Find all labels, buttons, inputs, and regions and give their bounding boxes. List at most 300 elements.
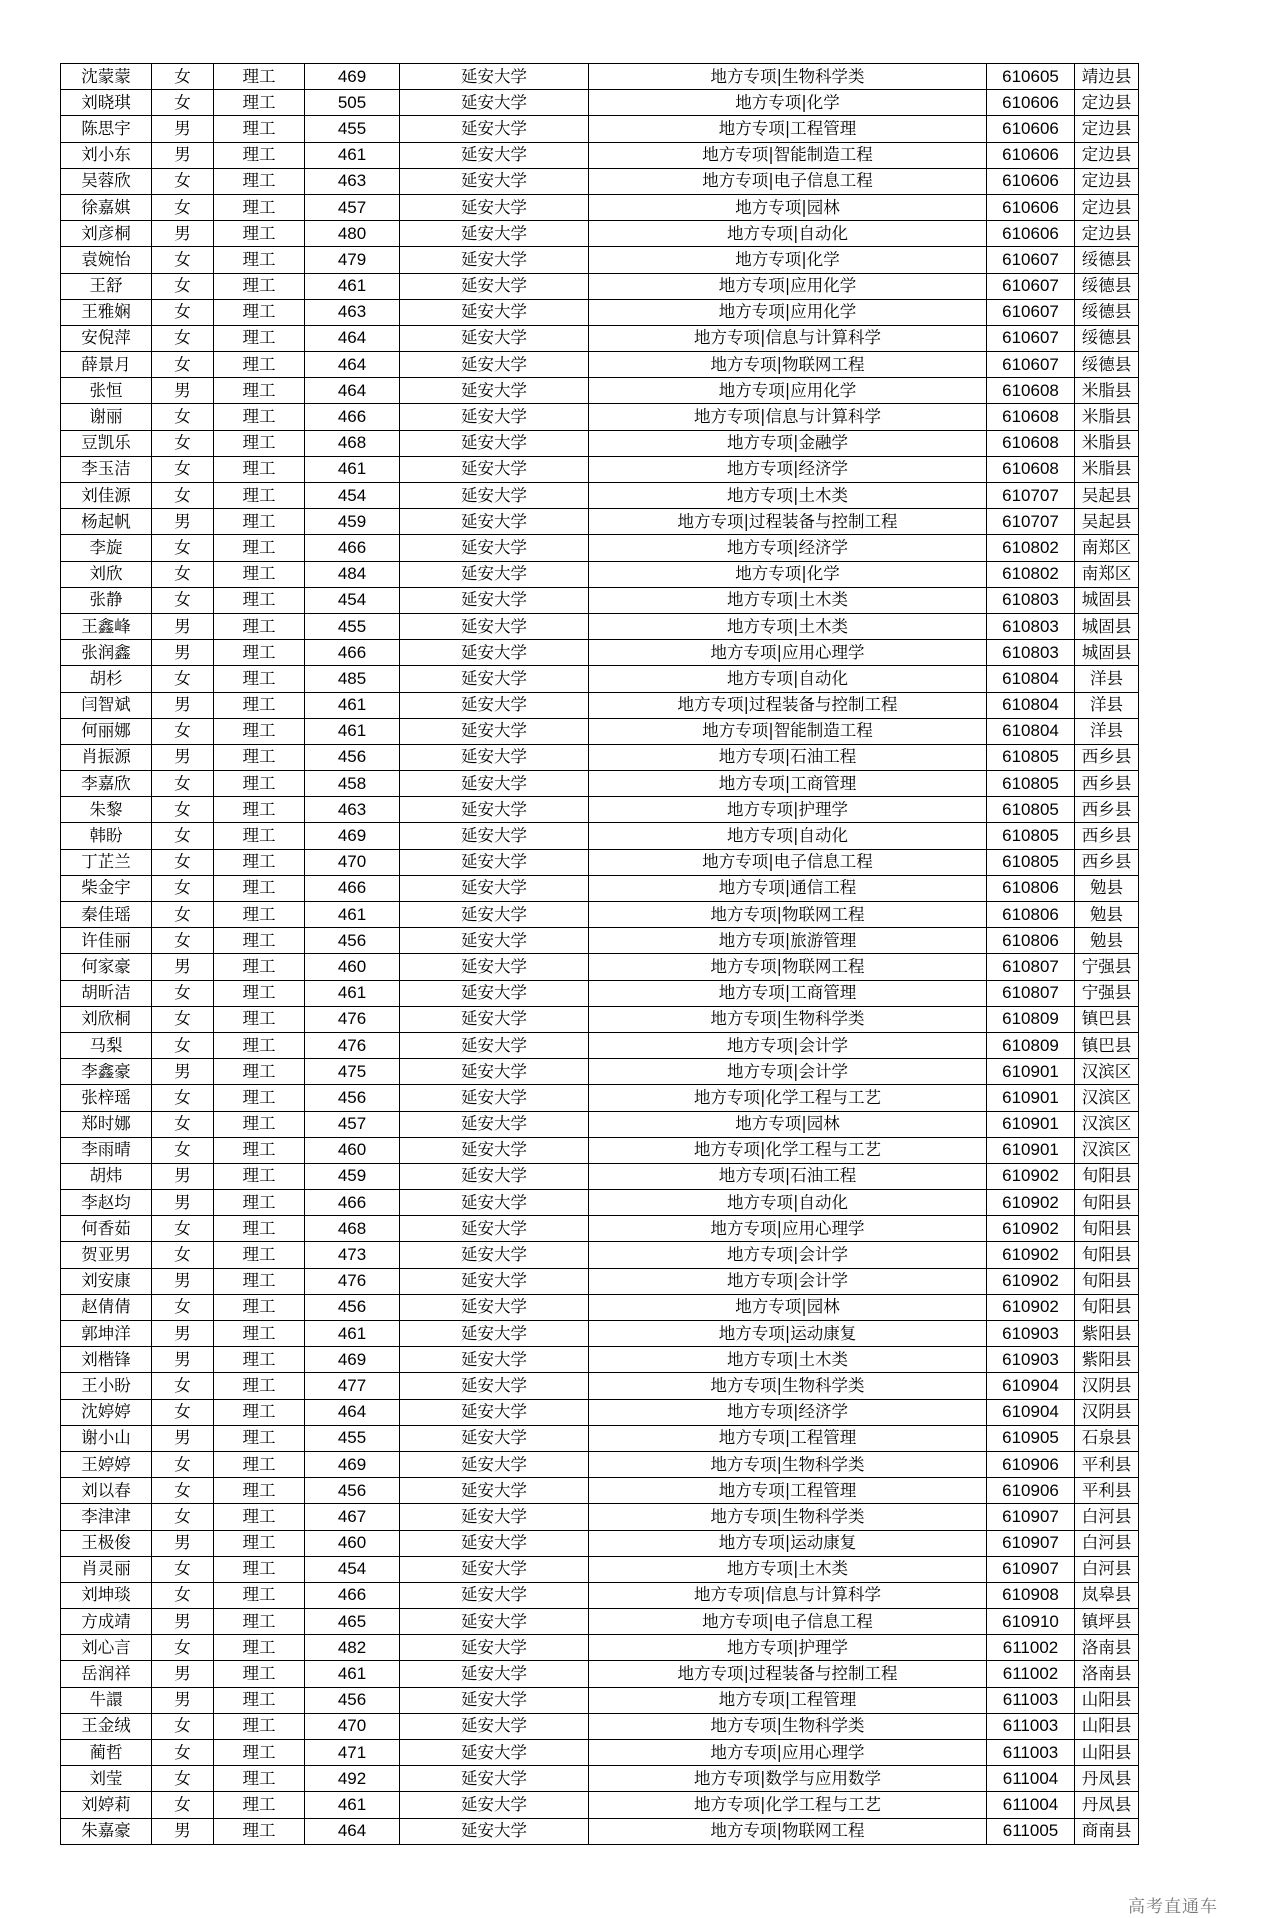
major-cell: 地方专项|过程装备与控制工程 xyxy=(589,692,987,718)
table-row xyxy=(61,849,1139,875)
score-cell: 465 xyxy=(305,1609,400,1635)
university-cell: 延安大学 xyxy=(400,1190,589,1216)
gender-cell: 女 xyxy=(152,535,214,561)
region-code-cell: 610607 xyxy=(987,352,1075,378)
score-cell: 461 xyxy=(305,273,400,299)
category-cell: 理工 xyxy=(214,1740,305,1766)
university-cell: 延安大学 xyxy=(400,1818,589,1844)
county-cell: 平利县 xyxy=(1075,1478,1139,1504)
county-cell: 米脂县 xyxy=(1075,404,1139,430)
major-cell: 地方专项|经济学 xyxy=(589,456,987,482)
region-code-cell: 610906 xyxy=(987,1451,1075,1477)
university-cell: 延安大学 xyxy=(400,744,589,770)
region-code-cell: 610803 xyxy=(987,640,1075,666)
table-row xyxy=(61,1530,1139,1556)
gender-cell: 女 xyxy=(152,1006,214,1032)
university-cell: 延安大学 xyxy=(400,849,589,875)
university-cell: 延安大学 xyxy=(400,587,589,613)
region-code-cell: 610807 xyxy=(987,954,1075,980)
gender-cell: 女 xyxy=(152,1504,214,1530)
gender-cell: 女 xyxy=(152,325,214,351)
major-cell: 地方专项|智能制造工程 xyxy=(589,718,987,744)
score-cell: 457 xyxy=(305,1111,400,1137)
region-code-cell: 610805 xyxy=(987,744,1075,770)
gender-cell: 女 xyxy=(152,771,214,797)
university-cell: 延安大学 xyxy=(400,640,589,666)
university-cell: 延安大学 xyxy=(400,535,589,561)
county-cell: 汉滨区 xyxy=(1075,1059,1139,1085)
region-code-cell: 610707 xyxy=(987,483,1075,509)
score-cell: 460 xyxy=(305,1530,400,1556)
table-row xyxy=(61,1321,1139,1347)
name-cell: 刘坤琰 xyxy=(61,1582,152,1608)
county-cell: 宁强县 xyxy=(1075,954,1139,980)
table-row xyxy=(61,718,1139,744)
category-cell: 理工 xyxy=(214,928,305,954)
region-code-cell: 610607 xyxy=(987,247,1075,273)
region-code-cell: 610804 xyxy=(987,692,1075,718)
score-cell: 461 xyxy=(305,142,400,168)
major-cell: 地方专项|电子信息工程 xyxy=(589,849,987,875)
county-cell: 勉县 xyxy=(1075,928,1139,954)
score-cell: 482 xyxy=(305,1635,400,1661)
gender-cell: 男 xyxy=(152,692,214,718)
region-code-cell: 610905 xyxy=(987,1425,1075,1451)
score-cell: 475 xyxy=(305,1059,400,1085)
admission-table xyxy=(60,63,1139,1845)
category-cell: 理工 xyxy=(214,1792,305,1818)
county-cell: 商南县 xyxy=(1075,1818,1139,1844)
score-cell: 455 xyxy=(305,613,400,639)
table-row xyxy=(61,1451,1139,1477)
category-cell: 理工 xyxy=(214,483,305,509)
gender-cell: 女 xyxy=(152,1111,214,1137)
name-cell: 刘莹 xyxy=(61,1766,152,1792)
gender-cell: 男 xyxy=(152,1425,214,1451)
score-cell: 464 xyxy=(305,1818,400,1844)
county-cell: 旬阳县 xyxy=(1075,1268,1139,1294)
name-cell: 马梨 xyxy=(61,1032,152,1058)
major-cell: 地方专项|生物科学类 xyxy=(589,1373,987,1399)
university-cell: 延安大学 xyxy=(400,902,589,928)
category-cell: 理工 xyxy=(214,1609,305,1635)
major-cell: 地方专项|工程管理 xyxy=(589,116,987,142)
university-cell: 延安大学 xyxy=(400,1111,589,1137)
name-cell: 方成靖 xyxy=(61,1609,152,1635)
university-cell: 延安大学 xyxy=(400,247,589,273)
university-cell: 延安大学 xyxy=(400,404,589,430)
table-row xyxy=(61,666,1139,692)
gender-cell: 女 xyxy=(152,1373,214,1399)
name-cell: 杨起帆 xyxy=(61,509,152,535)
region-code-cell: 610607 xyxy=(987,299,1075,325)
score-cell: 505 xyxy=(305,90,400,116)
major-cell: 地方专项|生物科学类 xyxy=(589,1713,987,1739)
name-cell: 沈蒙蒙 xyxy=(61,64,152,90)
county-cell: 绥德县 xyxy=(1075,352,1139,378)
university-cell: 延安大学 xyxy=(400,875,589,901)
score-cell: 485 xyxy=(305,666,400,692)
gender-cell: 女 xyxy=(152,430,214,456)
major-cell: 地方专项|石油工程 xyxy=(589,1163,987,1189)
score-cell: 464 xyxy=(305,378,400,404)
gender-cell: 女 xyxy=(152,1085,214,1111)
gender-cell: 女 xyxy=(152,1478,214,1504)
name-cell: 谢丽 xyxy=(61,404,152,430)
university-cell: 延安大学 xyxy=(400,1635,589,1661)
major-cell: 地方专项|数学与应用数学 xyxy=(589,1766,987,1792)
category-cell: 理工 xyxy=(214,1085,305,1111)
watermark-text: 高考直通车 xyxy=(1128,1897,1218,1917)
name-cell: 郭坤洋 xyxy=(61,1321,152,1347)
major-cell: 地方专项|护理学 xyxy=(589,1635,987,1661)
table-row xyxy=(61,1032,1139,1058)
region-code-cell: 610805 xyxy=(987,797,1075,823)
table-row xyxy=(61,194,1139,220)
county-cell: 绥德县 xyxy=(1075,273,1139,299)
category-cell: 理工 xyxy=(214,1451,305,1477)
gender-cell: 男 xyxy=(152,1347,214,1373)
university-cell: 延安大学 xyxy=(400,561,589,587)
name-cell: 胡炜 xyxy=(61,1163,152,1189)
category-cell: 理工 xyxy=(214,1321,305,1347)
university-cell: 延安大学 xyxy=(400,1347,589,1373)
region-code-cell: 610805 xyxy=(987,849,1075,875)
gender-cell: 女 xyxy=(152,90,214,116)
name-cell: 牛譞 xyxy=(61,1687,152,1713)
major-cell: 地方专项|信息与计算科学 xyxy=(589,1582,987,1608)
county-cell: 丹凤县 xyxy=(1075,1766,1139,1792)
university-cell: 延安大学 xyxy=(400,1059,589,1085)
score-cell: 473 xyxy=(305,1242,400,1268)
region-code-cell: 610809 xyxy=(987,1032,1075,1058)
table-row xyxy=(61,1347,1139,1373)
score-cell: 454 xyxy=(305,483,400,509)
region-code-cell: 610906 xyxy=(987,1478,1075,1504)
score-cell: 476 xyxy=(305,1006,400,1032)
major-cell: 地方专项|生物科学类 xyxy=(589,1504,987,1530)
university-cell: 延安大学 xyxy=(400,116,589,142)
score-cell: 461 xyxy=(305,1321,400,1347)
gender-cell: 男 xyxy=(152,142,214,168)
major-cell: 地方专项|物联网工程 xyxy=(589,954,987,980)
category-cell: 理工 xyxy=(214,1373,305,1399)
region-code-cell: 610809 xyxy=(987,1006,1075,1032)
gender-cell: 男 xyxy=(152,613,214,639)
table-row xyxy=(61,64,1139,90)
table-row xyxy=(61,1163,1139,1189)
region-code-cell: 610902 xyxy=(987,1268,1075,1294)
region-code-cell: 610606 xyxy=(987,142,1075,168)
gender-cell: 女 xyxy=(152,823,214,849)
major-cell: 地方专项|应用心理学 xyxy=(589,640,987,666)
county-cell: 定边县 xyxy=(1075,142,1139,168)
gender-cell: 女 xyxy=(152,1294,214,1320)
score-cell: 492 xyxy=(305,1766,400,1792)
major-cell: 地方专项|信息与计算科学 xyxy=(589,325,987,351)
name-cell: 安倪萍 xyxy=(61,325,152,351)
county-cell: 白河县 xyxy=(1075,1556,1139,1582)
category-cell: 理工 xyxy=(214,666,305,692)
score-cell: 469 xyxy=(305,823,400,849)
gender-cell: 男 xyxy=(152,509,214,535)
university-cell: 延安大学 xyxy=(400,1399,589,1425)
category-cell: 理工 xyxy=(214,902,305,928)
table-row xyxy=(61,1425,1139,1451)
university-cell: 延安大学 xyxy=(400,1321,589,1347)
major-cell: 地方专项|智能制造工程 xyxy=(589,142,987,168)
table-row xyxy=(61,535,1139,561)
region-code-cell: 610903 xyxy=(987,1321,1075,1347)
score-cell: 461 xyxy=(305,902,400,928)
university-cell: 延安大学 xyxy=(400,509,589,535)
score-cell: 468 xyxy=(305,430,400,456)
table-row xyxy=(61,902,1139,928)
university-cell: 延安大学 xyxy=(400,1242,589,1268)
county-cell: 米脂县 xyxy=(1075,430,1139,456)
region-code-cell: 610902 xyxy=(987,1242,1075,1268)
gender-cell: 男 xyxy=(152,1661,214,1687)
county-cell: 城固县 xyxy=(1075,613,1139,639)
score-cell: 456 xyxy=(305,1085,400,1111)
major-cell: 地方专项|生物科学类 xyxy=(589,64,987,90)
name-cell: 陈思宇 xyxy=(61,116,152,142)
region-code-cell: 610907 xyxy=(987,1530,1075,1556)
table-row xyxy=(61,404,1139,430)
region-code-cell: 611002 xyxy=(987,1661,1075,1687)
region-code-cell: 611004 xyxy=(987,1792,1075,1818)
university-cell: 延安大学 xyxy=(400,666,589,692)
major-cell: 地方专项|应用化学 xyxy=(589,299,987,325)
name-cell: 刘小东 xyxy=(61,142,152,168)
category-cell: 理工 xyxy=(214,744,305,770)
gender-cell: 女 xyxy=(152,1451,214,1477)
major-cell: 地方专项|电子信息工程 xyxy=(589,1609,987,1635)
university-cell: 延安大学 xyxy=(400,352,589,378)
score-cell: 454 xyxy=(305,1556,400,1582)
county-cell: 南郑区 xyxy=(1075,535,1139,561)
university-cell: 延安大学 xyxy=(400,1713,589,1739)
region-code-cell: 611005 xyxy=(987,1818,1075,1844)
region-code-cell: 610902 xyxy=(987,1294,1075,1320)
category-cell: 理工 xyxy=(214,1006,305,1032)
county-cell: 西乡县 xyxy=(1075,771,1139,797)
region-code-cell: 610901 xyxy=(987,1137,1075,1163)
region-code-cell: 610807 xyxy=(987,980,1075,1006)
name-cell: 秦佳瑶 xyxy=(61,902,152,928)
category-cell: 理工 xyxy=(214,1137,305,1163)
score-cell: 456 xyxy=(305,1687,400,1713)
score-cell: 457 xyxy=(305,194,400,220)
name-cell: 王鑫峰 xyxy=(61,613,152,639)
major-cell: 地方专项|自动化 xyxy=(589,666,987,692)
table-row xyxy=(61,142,1139,168)
table-row xyxy=(61,561,1139,587)
score-cell: 464 xyxy=(305,325,400,351)
gender-cell: 女 xyxy=(152,1216,214,1242)
score-cell: 460 xyxy=(305,1137,400,1163)
name-cell: 柴金宇 xyxy=(61,875,152,901)
gender-cell: 女 xyxy=(152,247,214,273)
major-cell: 地方专项|生物科学类 xyxy=(589,1451,987,1477)
name-cell: 王极俊 xyxy=(61,1530,152,1556)
category-cell: 理工 xyxy=(214,1059,305,1085)
university-cell: 延安大学 xyxy=(400,718,589,744)
table-row xyxy=(61,1478,1139,1504)
name-cell: 何家豪 xyxy=(61,954,152,980)
table-row xyxy=(61,1635,1139,1661)
category-cell: 理工 xyxy=(214,1111,305,1137)
category-cell: 理工 xyxy=(214,273,305,299)
category-cell: 理工 xyxy=(214,116,305,142)
major-cell: 地方专项|自动化 xyxy=(589,1190,987,1216)
region-code-cell: 610802 xyxy=(987,561,1075,587)
score-cell: 456 xyxy=(305,928,400,954)
major-cell: 地方专项|物联网工程 xyxy=(589,1818,987,1844)
region-code-cell: 610608 xyxy=(987,404,1075,430)
category-cell: 理工 xyxy=(214,954,305,980)
major-cell: 地方专项|运动康复 xyxy=(589,1530,987,1556)
major-cell: 地方专项|应用心理学 xyxy=(589,1216,987,1242)
major-cell: 地方专项|化学 xyxy=(589,561,987,587)
name-cell: 丁芷兰 xyxy=(61,849,152,875)
county-cell: 靖边县 xyxy=(1075,64,1139,90)
category-cell: 理工 xyxy=(214,142,305,168)
university-cell: 延安大学 xyxy=(400,1085,589,1111)
university-cell: 延安大学 xyxy=(400,1268,589,1294)
county-cell: 丹凤县 xyxy=(1075,1792,1139,1818)
category-cell: 理工 xyxy=(214,194,305,220)
table-row xyxy=(61,797,1139,823)
major-cell: 地方专项|会计学 xyxy=(589,1242,987,1268)
gender-cell: 男 xyxy=(152,1059,214,1085)
table-row xyxy=(61,1294,1139,1320)
university-cell: 延安大学 xyxy=(400,299,589,325)
university-cell: 延安大学 xyxy=(400,378,589,404)
major-cell: 地方专项|土木类 xyxy=(589,483,987,509)
gender-cell: 女 xyxy=(152,666,214,692)
region-code-cell: 611003 xyxy=(987,1740,1075,1766)
county-cell: 西乡县 xyxy=(1075,797,1139,823)
category-cell: 理工 xyxy=(214,875,305,901)
university-cell: 延安大学 xyxy=(400,456,589,482)
table-row xyxy=(61,90,1139,116)
region-code-cell: 610606 xyxy=(987,194,1075,220)
county-cell: 米脂县 xyxy=(1075,378,1139,404)
major-cell: 地方专项|电子信息工程 xyxy=(589,168,987,194)
name-cell: 张静 xyxy=(61,587,152,613)
region-code-cell: 611003 xyxy=(987,1687,1075,1713)
major-cell: 地方专项|应用化学 xyxy=(589,378,987,404)
score-cell: 459 xyxy=(305,1163,400,1189)
county-cell: 白河县 xyxy=(1075,1530,1139,1556)
gender-cell: 男 xyxy=(152,954,214,980)
table-row xyxy=(61,1111,1139,1137)
gender-cell: 男 xyxy=(152,1818,214,1844)
table-body xyxy=(61,64,1139,1845)
table-row xyxy=(61,247,1139,273)
region-code-cell: 610907 xyxy=(987,1556,1075,1582)
region-code-cell: 610608 xyxy=(987,378,1075,404)
category-cell: 理工 xyxy=(214,299,305,325)
gender-cell: 男 xyxy=(152,1321,214,1347)
county-cell: 旬阳县 xyxy=(1075,1242,1139,1268)
table-row xyxy=(61,456,1139,482)
category-cell: 理工 xyxy=(214,797,305,823)
region-code-cell: 610803 xyxy=(987,613,1075,639)
category-cell: 理工 xyxy=(214,1242,305,1268)
category-cell: 理工 xyxy=(214,1268,305,1294)
county-cell: 西乡县 xyxy=(1075,849,1139,875)
university-cell: 延安大学 xyxy=(400,1294,589,1320)
category-cell: 理工 xyxy=(214,1216,305,1242)
category-cell: 理工 xyxy=(214,509,305,535)
gender-cell: 男 xyxy=(152,1687,214,1713)
name-cell: 王金绒 xyxy=(61,1713,152,1739)
major-cell: 地方专项|化学 xyxy=(589,247,987,273)
score-cell: 456 xyxy=(305,1478,400,1504)
county-cell: 白河县 xyxy=(1075,1504,1139,1530)
table-row xyxy=(61,1556,1139,1582)
name-cell: 李玉洁 xyxy=(61,456,152,482)
university-cell: 延安大学 xyxy=(400,1661,589,1687)
table-row xyxy=(61,1582,1139,1608)
major-cell: 地方专项|园林 xyxy=(589,1294,987,1320)
score-cell: 461 xyxy=(305,1792,400,1818)
county-cell: 山阳县 xyxy=(1075,1740,1139,1766)
category-cell: 理工 xyxy=(214,221,305,247)
major-cell: 地方专项|物联网工程 xyxy=(589,352,987,378)
name-cell: 李旋 xyxy=(61,535,152,561)
gender-cell: 女 xyxy=(152,718,214,744)
gender-cell: 女 xyxy=(152,194,214,220)
table-row xyxy=(61,1766,1139,1792)
category-cell: 理工 xyxy=(214,980,305,1006)
table-row xyxy=(61,1399,1139,1425)
score-cell: 461 xyxy=(305,456,400,482)
region-code-cell: 610908 xyxy=(987,1582,1075,1608)
name-cell: 刘佳源 xyxy=(61,483,152,509)
name-cell: 许佳丽 xyxy=(61,928,152,954)
score-cell: 463 xyxy=(305,299,400,325)
score-cell: 469 xyxy=(305,1451,400,1477)
gender-cell: 女 xyxy=(152,456,214,482)
county-cell: 米脂县 xyxy=(1075,456,1139,482)
name-cell: 豆凯乐 xyxy=(61,430,152,456)
major-cell: 地方专项|工商管理 xyxy=(589,771,987,797)
score-cell: 467 xyxy=(305,1504,400,1530)
major-cell: 地方专项|通信工程 xyxy=(589,875,987,901)
university-cell: 延安大学 xyxy=(400,823,589,849)
gender-cell: 女 xyxy=(152,1792,214,1818)
county-cell: 旬阳县 xyxy=(1075,1216,1139,1242)
name-cell: 肖灵丽 xyxy=(61,1556,152,1582)
major-cell: 地方专项|土木类 xyxy=(589,1347,987,1373)
gender-cell: 男 xyxy=(152,1190,214,1216)
gender-cell: 男 xyxy=(152,116,214,142)
name-cell: 朱嘉豪 xyxy=(61,1818,152,1844)
county-cell: 洋县 xyxy=(1075,718,1139,744)
score-cell: 466 xyxy=(305,1190,400,1216)
county-cell: 汉阴县 xyxy=(1075,1399,1139,1425)
region-code-cell: 610607 xyxy=(987,273,1075,299)
county-cell: 南郑区 xyxy=(1075,561,1139,587)
university-cell: 延安大学 xyxy=(400,1504,589,1530)
university-cell: 延安大学 xyxy=(400,613,589,639)
county-cell: 勉县 xyxy=(1075,902,1139,928)
table-row xyxy=(61,823,1139,849)
name-cell: 李赵均 xyxy=(61,1190,152,1216)
